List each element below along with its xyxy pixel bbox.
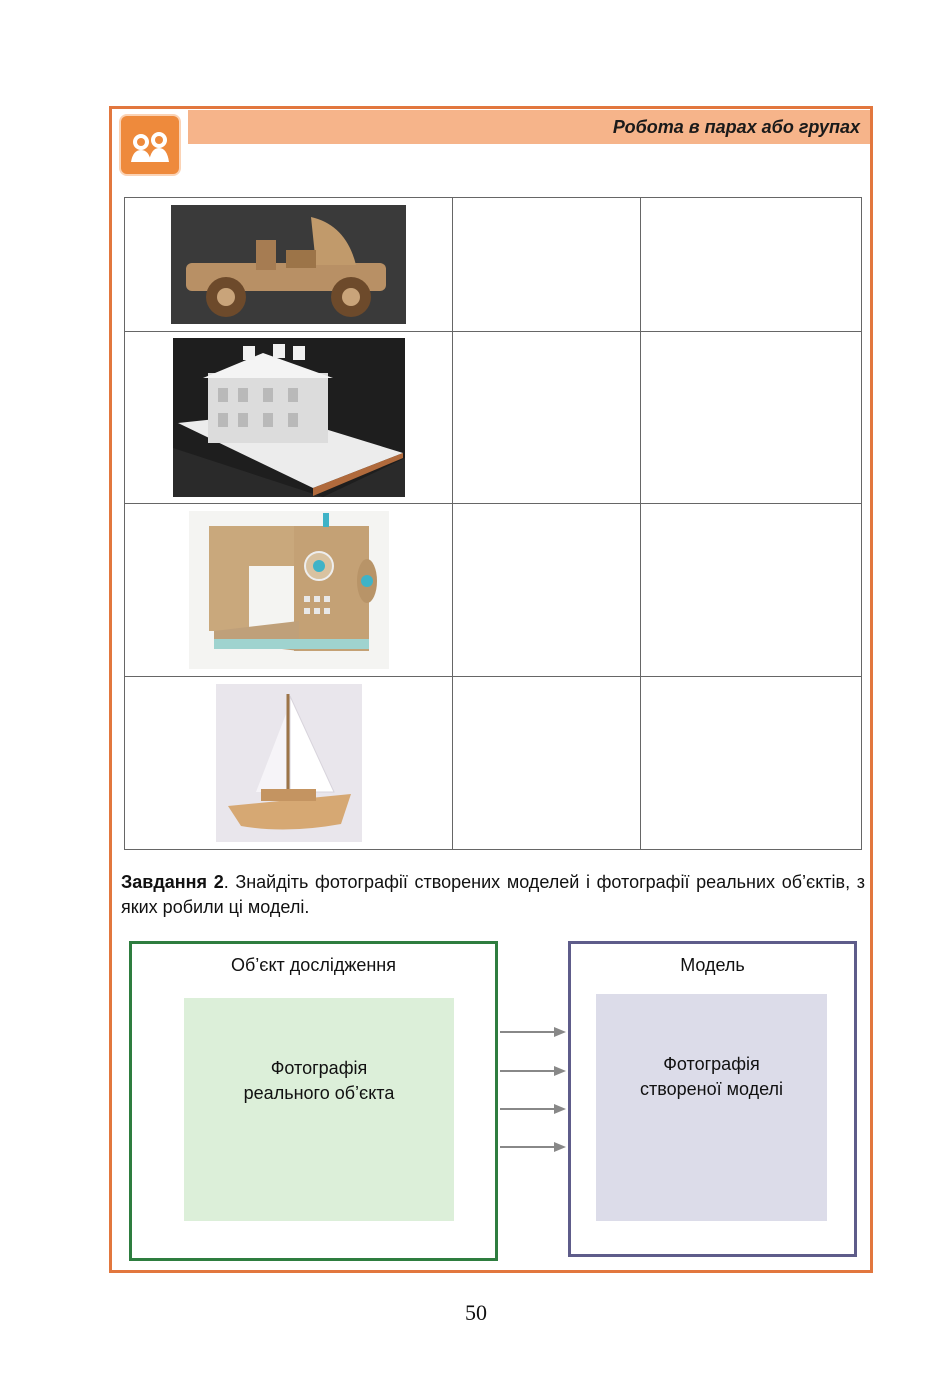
- table-row: [125, 677, 862, 850]
- model-photo-line1: Фотографія: [663, 1054, 760, 1074]
- model-photo-line2: створеної моделі: [640, 1079, 783, 1099]
- pair-work-icon: [121, 116, 179, 174]
- model-photo-table: [124, 197, 862, 850]
- house-model-image: [173, 338, 405, 497]
- table-cell-empty: [453, 504, 641, 677]
- cardboard-sewing-machine-image: [189, 511, 389, 669]
- task-2-text: [121, 870, 865, 920]
- object-photo-line2: реального об’єкта: [243, 1083, 395, 1103]
- table-row: [125, 332, 862, 504]
- table-cell-empty: [641, 198, 862, 332]
- task-label: Завдання 2: [121, 872, 224, 892]
- model-photo-placeholder: [596, 994, 827, 1221]
- table-row: [125, 504, 862, 677]
- table-cell-empty: [641, 332, 862, 504]
- arrows-to-model: [498, 1020, 568, 1160]
- table-cell-empty: [641, 677, 862, 850]
- section-header-title: Робота в парах або групах: [612, 117, 860, 137]
- table-cell-image: [125, 504, 453, 677]
- page-number: 50: [465, 1300, 487, 1325]
- task-body: . Знайдіть фотографії створених моделей і фотографії реальних об’єктів, з яких робили ці моделі.: [121, 872, 865, 917]
- sailboat-model-image: [216, 684, 362, 842]
- model-box-title: Модель: [680, 955, 745, 975]
- object-box: [129, 941, 498, 1261]
- table-cell-empty: [453, 332, 641, 504]
- table-cell-image: [125, 677, 453, 850]
- model-box: [568, 941, 857, 1257]
- table-cell-empty: [453, 198, 641, 332]
- toy-car-model-image: [171, 205, 406, 324]
- object-photo-line1: Фотографія: [270, 1058, 368, 1078]
- table-cell-image: [125, 332, 453, 504]
- section-header-bar: [188, 110, 870, 144]
- table-cell-empty: [453, 677, 641, 850]
- table-cell-image: [125, 198, 453, 332]
- object-photo-placeholder: [184, 998, 454, 1221]
- table-cell-empty: [641, 504, 862, 677]
- object-box-title: Об’єкт дослідження: [230, 955, 396, 975]
- table-row: [125, 198, 862, 332]
